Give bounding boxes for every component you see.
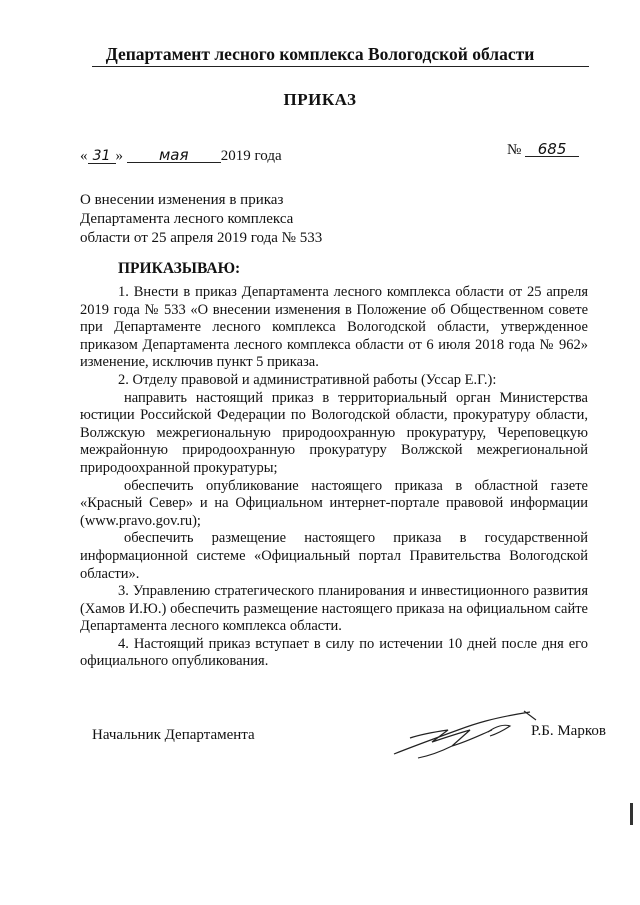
order-number: 685 (525, 142, 579, 157)
paragraph-1: 1. Внести в приказ Департамента лесного комплекса области от 25 апреля 2019 года № 533 «О внесении изменения в Положение об Общественном совете при Департаменте лесного комплекса Вологодской области, утвержденное приказом Департамента лесного комплекса области от 6 июля 2018 года № 962» изменение, исключив пункт 5 приказа. (80, 284, 588, 371)
signatory-position: Начальник Департамента (92, 727, 255, 743)
paragraph-2-place: обеспечить размещение настоящего приказа в государственной информационной системе «Официальный портал Правительства Вологодской области». (80, 530, 588, 582)
scan-edge-mark (630, 803, 633, 825)
date-close-quote: » (115, 148, 123, 164)
number-prefix: № (507, 142, 522, 158)
date-year: 2019 года (220, 148, 282, 164)
paragraph-3: 3. Управлению стратегического планирования и инвестиционного развития (Хамов И.Ю.) обеспечить размещение настоящего приказа на официальном сайте Департамента лесного комплекса области. (80, 583, 588, 635)
date-day: 31 (88, 149, 116, 164)
order-body (80, 284, 588, 671)
subject-line: области от 25 апреля 2019 года № 533 (80, 230, 323, 246)
order-number-line (507, 142, 579, 159)
paragraph-2-send: направить настоящий приказ в территориальный орган Министерства юстиции Российской Федерации по Вологодской области, прокуратуру области, Волжскую межрегиональную природоохранную прокуратуру, Череповецкую межрайонную природоохранную прокуратуру Волжской межрегиональной природоохранной прокуратуры; (80, 389, 588, 476)
department-heading: Департамент лесного комплекса Вологодской области (105, 44, 535, 64)
header-divider (92, 66, 589, 67)
document-title: ПРИКАЗ (283, 90, 357, 109)
subject-line: О внесении изменения в приказ (80, 192, 284, 208)
subject-line: Департамента лесного комплекса (80, 211, 294, 227)
order-heading: ПРИКАЗЫВАЮ: (118, 260, 241, 277)
paragraph-2-publish: обеспечить опубликование настоящего приказа в областной газете «Красный Север» и на Официальном интернет-портале правовой информации (www.pravo.gov.ru); (80, 477, 588, 529)
subject-block (80, 191, 380, 248)
date-line (80, 148, 282, 165)
paragraph-2: 2. Отделу правовой и административной работы (Уссар Е.Г.): (118, 371, 497, 388)
signer-name: Р.Б. Марков (531, 723, 606, 739)
date-open-quote: « (80, 148, 88, 164)
handwritten-signature (392, 708, 538, 762)
paragraph-4: 4. Настоящий приказ вступает в силу по истечении 10 дней после дня его официального опубликования. (80, 635, 588, 670)
date-month: мая (127, 148, 221, 163)
